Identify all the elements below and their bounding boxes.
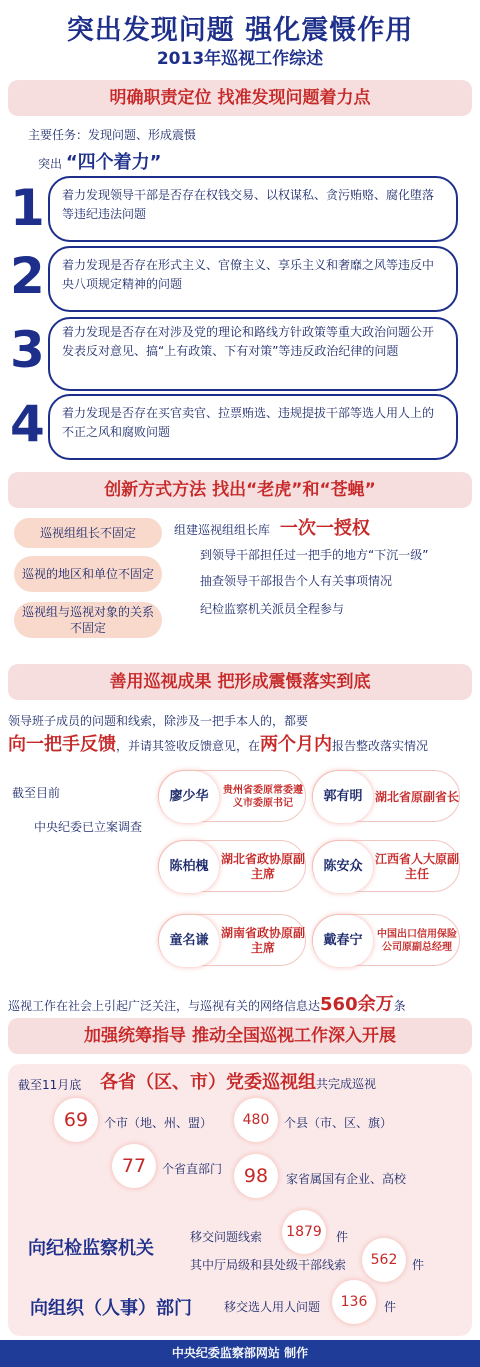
page-subtitle: 2013年巡视工作综述 bbox=[156, 49, 324, 69]
focus-line bbox=[38, 148, 162, 174]
cadre-value: 562 bbox=[362, 1238, 406, 1282]
discipline-org: 向纪检监察机关 bbox=[28, 1238, 154, 1259]
pill-relation-not-fixed: 巡视组与巡视对象的关系不固定 bbox=[14, 602, 162, 638]
personnel-value: 136 bbox=[332, 1280, 376, 1324]
stat-value: 480 bbox=[234, 1098, 278, 1142]
clue-label: 移交问题线索 bbox=[190, 1230, 263, 1244]
months-highlight: 两个月内 bbox=[260, 734, 333, 755]
cadre-label: 其中厅局级和县处级干部线索 bbox=[190, 1258, 347, 1272]
web-suffix: 条 bbox=[393, 999, 406, 1013]
stat-value: 69 bbox=[54, 1098, 98, 1142]
web-attention-line bbox=[8, 990, 406, 1016]
person-desc: 湖南省政协原副主席 bbox=[221, 926, 306, 955]
stat-value: 98 bbox=[234, 1154, 278, 1198]
focus-item-1: 着力发现领导干部是否存在权钱交易、以权谋私、贪污贿赂、腐化堕落等违纪违法问题 bbox=[48, 176, 458, 242]
stat-label: 个市（地、州、盟） bbox=[104, 1116, 213, 1130]
clue-value: 1879 bbox=[282, 1210, 326, 1254]
person-name: 廖少华 bbox=[159, 771, 219, 823]
person-name: 陈柏槐 bbox=[159, 841, 219, 893]
feedback-line-1: 领导班子成员的问题和线索，除涉及一把手本人的，都要 bbox=[8, 714, 309, 728]
person-desc: 江西省人大原副主任 bbox=[375, 852, 460, 881]
person-name: 戴春宁 bbox=[313, 915, 373, 967]
groups-line bbox=[100, 1068, 376, 1094]
person-card bbox=[158, 914, 306, 966]
pill-region-not-fixed: 巡视的地区和单位不固定 bbox=[14, 556, 162, 592]
section-header-1: 明确职责定位 找准发现问题着力点 bbox=[8, 80, 472, 116]
leader-library bbox=[174, 514, 370, 540]
person-card bbox=[158, 840, 306, 892]
feedback-highlight: 向一把手反馈 bbox=[8, 734, 116, 755]
person-name: 陈安众 bbox=[313, 841, 373, 893]
section-header-3: 善用巡视成果 把形成震慑落实到底 bbox=[8, 664, 472, 700]
person-name: 郭有明 bbox=[313, 771, 373, 823]
footer-credit: 中央纪委监察部网站 制作 bbox=[0, 1340, 480, 1367]
point-spot-check: 抽查领导干部报告个人有关事项情况 bbox=[200, 574, 393, 588]
focus-item-4: 着力发现是否存在买官卖官、拉票贿选、违规提拔干部等选人用人上的不正之风和腐败问题 bbox=[48, 394, 458, 460]
point-full-participation: 纪检监察机关派员全程参与 bbox=[200, 602, 345, 616]
investigated-label: 中央纪委已立案调查 bbox=[34, 820, 143, 834]
pill-leader-not-fixed: 巡视组组长不固定 bbox=[14, 518, 162, 548]
personnel-label: 移交选人用人问题 bbox=[224, 1300, 321, 1314]
focus-item-3: 着力发现是否存在对涉及党的理论和路线方针政策等重大政治问题公开发表反对意见、搞“上有政策、下有对策”等违反政治纪律的问题 bbox=[48, 317, 458, 391]
stat-label: 家省属国有企业、高校 bbox=[286, 1172, 407, 1186]
until-now: 截至目前 bbox=[12, 786, 61, 800]
point-sink-level: 到领导干部担任过一把手的地方“下沉一级” bbox=[200, 548, 429, 562]
item-number-1: 1 bbox=[10, 179, 45, 237]
stat-label: 个省直部门 bbox=[162, 1162, 223, 1176]
person-card bbox=[312, 840, 460, 892]
groups-suffix: 共完成巡视 bbox=[316, 1077, 377, 1091]
focus-item-2: 着力发现是否存在形式主义、官僚主义、享乐主义和奢靡之风等违反中央八项规定精神的问题 bbox=[48, 246, 458, 312]
person-desc: 中国出口信用保险公司原副总经理 bbox=[377, 929, 457, 953]
item-number-2: 2 bbox=[10, 247, 45, 305]
feedback-mid: ，并请其签收反馈意见，在 bbox=[116, 739, 261, 753]
groups-highlight: 各省（区、市）党委巡视组 bbox=[100, 1072, 316, 1093]
until-november: 截至11月底 bbox=[18, 1078, 82, 1092]
one-authorization: 一次一授权 bbox=[279, 518, 370, 539]
person-card bbox=[158, 770, 306, 822]
personnel-unit: 件 bbox=[384, 1300, 397, 1314]
personnel-org: 向组织（人事）部门 bbox=[30, 1298, 192, 1319]
focus-highlight: “四个着力” bbox=[65, 152, 162, 173]
stat-label: 个县（市、区、旗） bbox=[284, 1116, 393, 1130]
cadre-unit: 件 bbox=[412, 1258, 425, 1272]
feedback-line-2 bbox=[8, 730, 428, 756]
library-prefix: 组建巡视组组长库 bbox=[174, 523, 271, 537]
main-task: 主要任务：发现问题、形成震慑 bbox=[28, 128, 197, 142]
person-card bbox=[312, 770, 460, 822]
section-header-2: 创新方式方法 找出“老虎”和“苍蝇” bbox=[8, 472, 472, 508]
item-number-3: 3 bbox=[10, 321, 45, 379]
person-desc: 湖北省政协原副主席 bbox=[221, 852, 306, 881]
web-prefix: 巡视工作在社会上引起广泛关注，与巡视有关的网络信息达 bbox=[8, 999, 321, 1013]
item-number-4: 4 bbox=[10, 395, 45, 453]
feedback-end: 报告整改落实情况 bbox=[332, 739, 429, 753]
web-highlight: 560余万 bbox=[320, 994, 394, 1015]
person-desc: 贵州省委原常委遵义市委原书记 bbox=[223, 785, 303, 809]
person-name: 童名谦 bbox=[159, 915, 219, 967]
clue-unit: 件 bbox=[336, 1230, 349, 1244]
focus-prefix: 突出 bbox=[38, 157, 63, 171]
person-card bbox=[312, 914, 460, 966]
stat-value: 77 bbox=[112, 1144, 156, 1188]
section-header-4: 加强统筹指导 推动全国巡视工作深入开展 bbox=[8, 1018, 472, 1054]
person-desc: 湖北省原副省长 bbox=[375, 789, 460, 804]
page-title: 突出发现问题 强化震慑作用 bbox=[66, 15, 414, 46]
